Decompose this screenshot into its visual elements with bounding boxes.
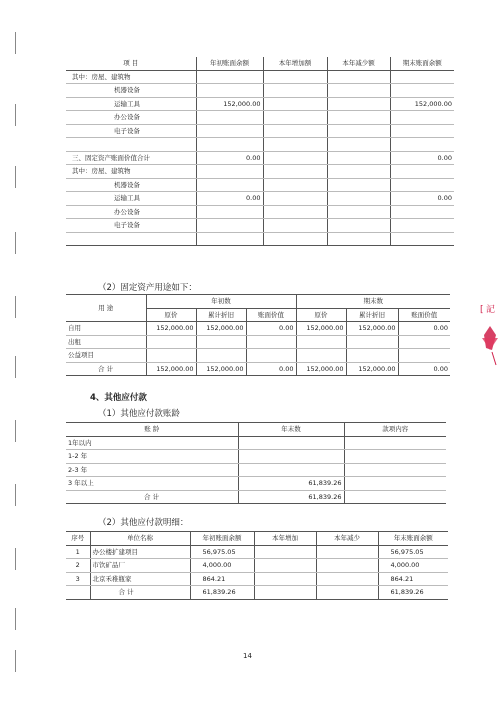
table-row: [66, 362, 450, 376]
row-value: [263, 232, 327, 246]
table-row: [66, 138, 454, 152]
row-value: [263, 178, 327, 192]
row-value: [327, 232, 390, 246]
row-name: 市饮矿品厂: [90, 559, 190, 573]
row-label: 电子设备: [66, 219, 196, 233]
detail-col-header: 年末账面余额: [378, 532, 448, 546]
row-content: [344, 450, 446, 464]
row-inc: [254, 572, 316, 586]
row-value: [327, 151, 390, 165]
row-value: [263, 138, 327, 152]
row-value: [327, 124, 390, 138]
table-row: [66, 70, 454, 84]
row-value: [327, 219, 390, 233]
row-value: [327, 205, 390, 219]
table-row: [66, 192, 454, 206]
row-value: [327, 111, 390, 125]
usage-sub-header: 原价: [296, 308, 346, 322]
row-value: [390, 232, 454, 246]
detail-col-header: 本年减少: [316, 532, 378, 546]
row-value: [196, 205, 263, 219]
row-name: 北京禾稚瓶家: [90, 572, 190, 586]
row-value: [263, 219, 327, 233]
row-label: 2-3 年: [66, 463, 238, 477]
row-value: [263, 70, 327, 84]
usage-table: [66, 294, 450, 376]
usage-sub-header: 账面价值: [398, 308, 450, 322]
row-value: [327, 138, 390, 152]
col-header-decrease: 本年减少额: [327, 57, 390, 70]
table-row: [66, 322, 450, 336]
usage-title: （2）固定资产用途如下：: [98, 283, 197, 293]
table-row: [66, 97, 454, 111]
row-value: [327, 165, 390, 179]
row-name: 办公楼扩建项目: [90, 545, 190, 559]
usage-sub-header: 账面价值: [246, 308, 296, 322]
row-no: 3: [66, 572, 90, 586]
usage-sub-header: 累计折旧: [196, 308, 246, 322]
row-value: [296, 335, 346, 349]
row-amount: 61,839.26: [238, 477, 344, 491]
row-dec: [316, 586, 378, 600]
row-label: 机器设备: [66, 178, 196, 192]
row-value: [390, 138, 454, 152]
row-value: 0.00: [390, 192, 454, 206]
row-begin: 61,839.26: [190, 586, 254, 600]
row-amount: [238, 463, 344, 477]
row-value: 152,000.00: [196, 322, 246, 336]
row-inc: [254, 559, 316, 573]
row-value: [390, 205, 454, 219]
detail-title: （2）其他应付款明细：: [98, 518, 189, 528]
row-label: 合 计: [66, 490, 238, 504]
row-label: 其中：房屋、建筑物: [66, 165, 196, 179]
row-label: 合 计: [66, 362, 146, 376]
aging-col-header: 账 龄: [144, 425, 160, 433]
row-value: [263, 97, 327, 111]
svg-text:記: 記: [486, 305, 496, 315]
table-row: [66, 349, 450, 363]
row-end: 864.21: [378, 572, 448, 586]
row-value: 0.00: [398, 322, 450, 336]
seal-stamp: [478, 290, 500, 370]
row-label: 三、固定资产账面价值合计: [66, 151, 196, 165]
row-label: 3 年以上: [66, 477, 238, 491]
detail-col-header: 本年增加: [254, 532, 316, 546]
row-content: [344, 436, 446, 450]
row-value: 152,000.00: [390, 97, 454, 111]
row-value: [196, 111, 263, 125]
table-row: [66, 111, 454, 125]
row-value: [390, 70, 454, 84]
row-begin: 864.21: [190, 572, 254, 586]
row-label: 自用: [66, 322, 146, 336]
table-row: [66, 586, 448, 600]
row-value: [263, 124, 327, 138]
row-value: [327, 192, 390, 206]
row-label: 运输工具: [66, 97, 196, 111]
row-value: [263, 165, 327, 179]
col-header-item: 项 目: [123, 59, 139, 67]
section-heading-other-payables: 4、其他应付款: [90, 393, 147, 403]
row-value: 152,000.00: [296, 362, 346, 376]
table-header-row: [66, 57, 454, 70]
row-label: 公益项目: [66, 349, 146, 363]
row-value: [196, 124, 263, 138]
row-value: [196, 219, 263, 233]
row-value: [196, 70, 263, 84]
col-header-end: 期末账面余额: [390, 57, 454, 70]
row-amount: [238, 436, 344, 450]
aging-table: [66, 422, 446, 504]
row-name: 合 计: [90, 586, 190, 600]
row-dec: [316, 572, 378, 586]
row-end: 61,839.26: [378, 586, 448, 600]
row-value: [246, 335, 296, 349]
row-value: [327, 97, 390, 111]
row-label: [66, 232, 196, 246]
row-value: [263, 205, 327, 219]
row-value: [398, 349, 450, 363]
row-value: [390, 84, 454, 98]
row-no: 2: [66, 559, 90, 573]
row-value: 0.00: [390, 151, 454, 165]
row-value: [390, 219, 454, 233]
aging-title: （1）其他应付款账龄: [98, 409, 180, 419]
row-label: 其中：房屋、建筑物: [66, 70, 196, 84]
table-row: [66, 151, 454, 165]
row-value: 152,000.00: [346, 322, 398, 336]
row-value: [390, 124, 454, 138]
row-value: [327, 84, 390, 98]
row-value: 152,000.00: [146, 322, 196, 336]
row-value: [196, 178, 263, 192]
detail-col-header: 年初账面余额: [190, 532, 254, 546]
row-value: 152,000.00: [146, 362, 196, 376]
row-content: [344, 477, 446, 491]
aging-col-header: 款项内容: [344, 423, 446, 437]
row-label: 运输工具: [66, 192, 196, 206]
row-value: 0.00: [246, 322, 296, 336]
table-row: [66, 463, 446, 477]
row-label: 1年以内: [66, 436, 238, 450]
table-row: [66, 436, 446, 450]
table-row: [66, 572, 448, 586]
usage-col-header: 用 途: [66, 295, 146, 322]
row-value: 0.00: [398, 362, 450, 376]
table-row: [66, 178, 454, 192]
row-value: [398, 335, 450, 349]
row-begin: 4,000.00: [190, 559, 254, 573]
row-label: [66, 138, 196, 152]
detail-col-header: 序号: [71, 534, 85, 542]
row-value: [246, 349, 296, 363]
row-dec: [316, 559, 378, 573]
usage-group-start: 年初数: [146, 295, 296, 309]
row-dec: [316, 545, 378, 559]
row-value: 0.00: [196, 151, 263, 165]
row-value: [146, 349, 196, 363]
row-value: [146, 335, 196, 349]
table-row: [66, 545, 448, 559]
row-value: [390, 111, 454, 125]
row-label: 1-2 年: [66, 450, 238, 464]
row-value: [196, 335, 246, 349]
row-end: 4,000.00: [378, 559, 448, 573]
table-row: [66, 477, 446, 491]
table-row: [66, 232, 454, 246]
row-value: [263, 151, 327, 165]
table-row: [66, 335, 450, 349]
row-value: [263, 192, 327, 206]
row-value: [296, 349, 346, 363]
col-header-increase: 本年增加额: [263, 57, 327, 70]
row-content: [344, 490, 446, 504]
row-value: [327, 70, 390, 84]
row-value: 152,000.00: [196, 97, 263, 111]
col-header-begin: 年初账面余额: [196, 57, 263, 70]
usage-group-end: 期末数: [296, 295, 450, 309]
table-row: [66, 559, 448, 573]
row-value: 0.00: [246, 362, 296, 376]
detail-table: [66, 531, 448, 600]
row-value: 152,000.00: [196, 362, 246, 376]
row-value: 152,000.00: [346, 362, 398, 376]
table-row: [66, 490, 446, 504]
row-label: 出租: [66, 335, 146, 349]
row-value: [196, 165, 263, 179]
row-value: [196, 84, 263, 98]
table-row: [66, 165, 454, 179]
detail-col-header: 单位名称: [90, 532, 190, 546]
row-amount: 61,839.26: [238, 490, 344, 504]
row-value: [346, 349, 398, 363]
row-value: 152,000.00: [296, 322, 346, 336]
row-no: 1: [66, 545, 90, 559]
row-label: 机器设备: [66, 84, 196, 98]
table-row: [66, 450, 446, 464]
row-end: 56,975.05: [378, 545, 448, 559]
row-inc: [254, 586, 316, 600]
row-value: [196, 138, 263, 152]
usage-sub-header: 累计折旧: [346, 308, 398, 322]
row-value: [263, 84, 327, 98]
row-no: [66, 586, 90, 600]
usage-sub-header: 原价: [146, 308, 196, 322]
row-label: 办公设备: [66, 111, 196, 125]
row-value: [263, 111, 327, 125]
fixed-asset-table: [66, 57, 454, 246]
row-value: [390, 165, 454, 179]
table-row: [66, 205, 454, 219]
row-value: [327, 178, 390, 192]
aging-col-header: 年末数: [238, 423, 344, 437]
row-value: [196, 349, 246, 363]
table-row: [66, 124, 454, 138]
svg-text:[: [: [480, 305, 484, 315]
row-content: [344, 463, 446, 477]
row-value: [196, 232, 263, 246]
row-label: 办公设备: [66, 205, 196, 219]
row-value: 0.00: [196, 192, 263, 206]
page-number: 14: [243, 652, 252, 660]
row-amount: [238, 450, 344, 464]
table-row: [66, 84, 454, 98]
table-row: [66, 219, 454, 233]
row-value: [390, 178, 454, 192]
row-label: 电子设备: [66, 124, 196, 138]
row-inc: [254, 545, 316, 559]
row-begin: 56,975.05: [190, 545, 254, 559]
row-value: [346, 335, 398, 349]
